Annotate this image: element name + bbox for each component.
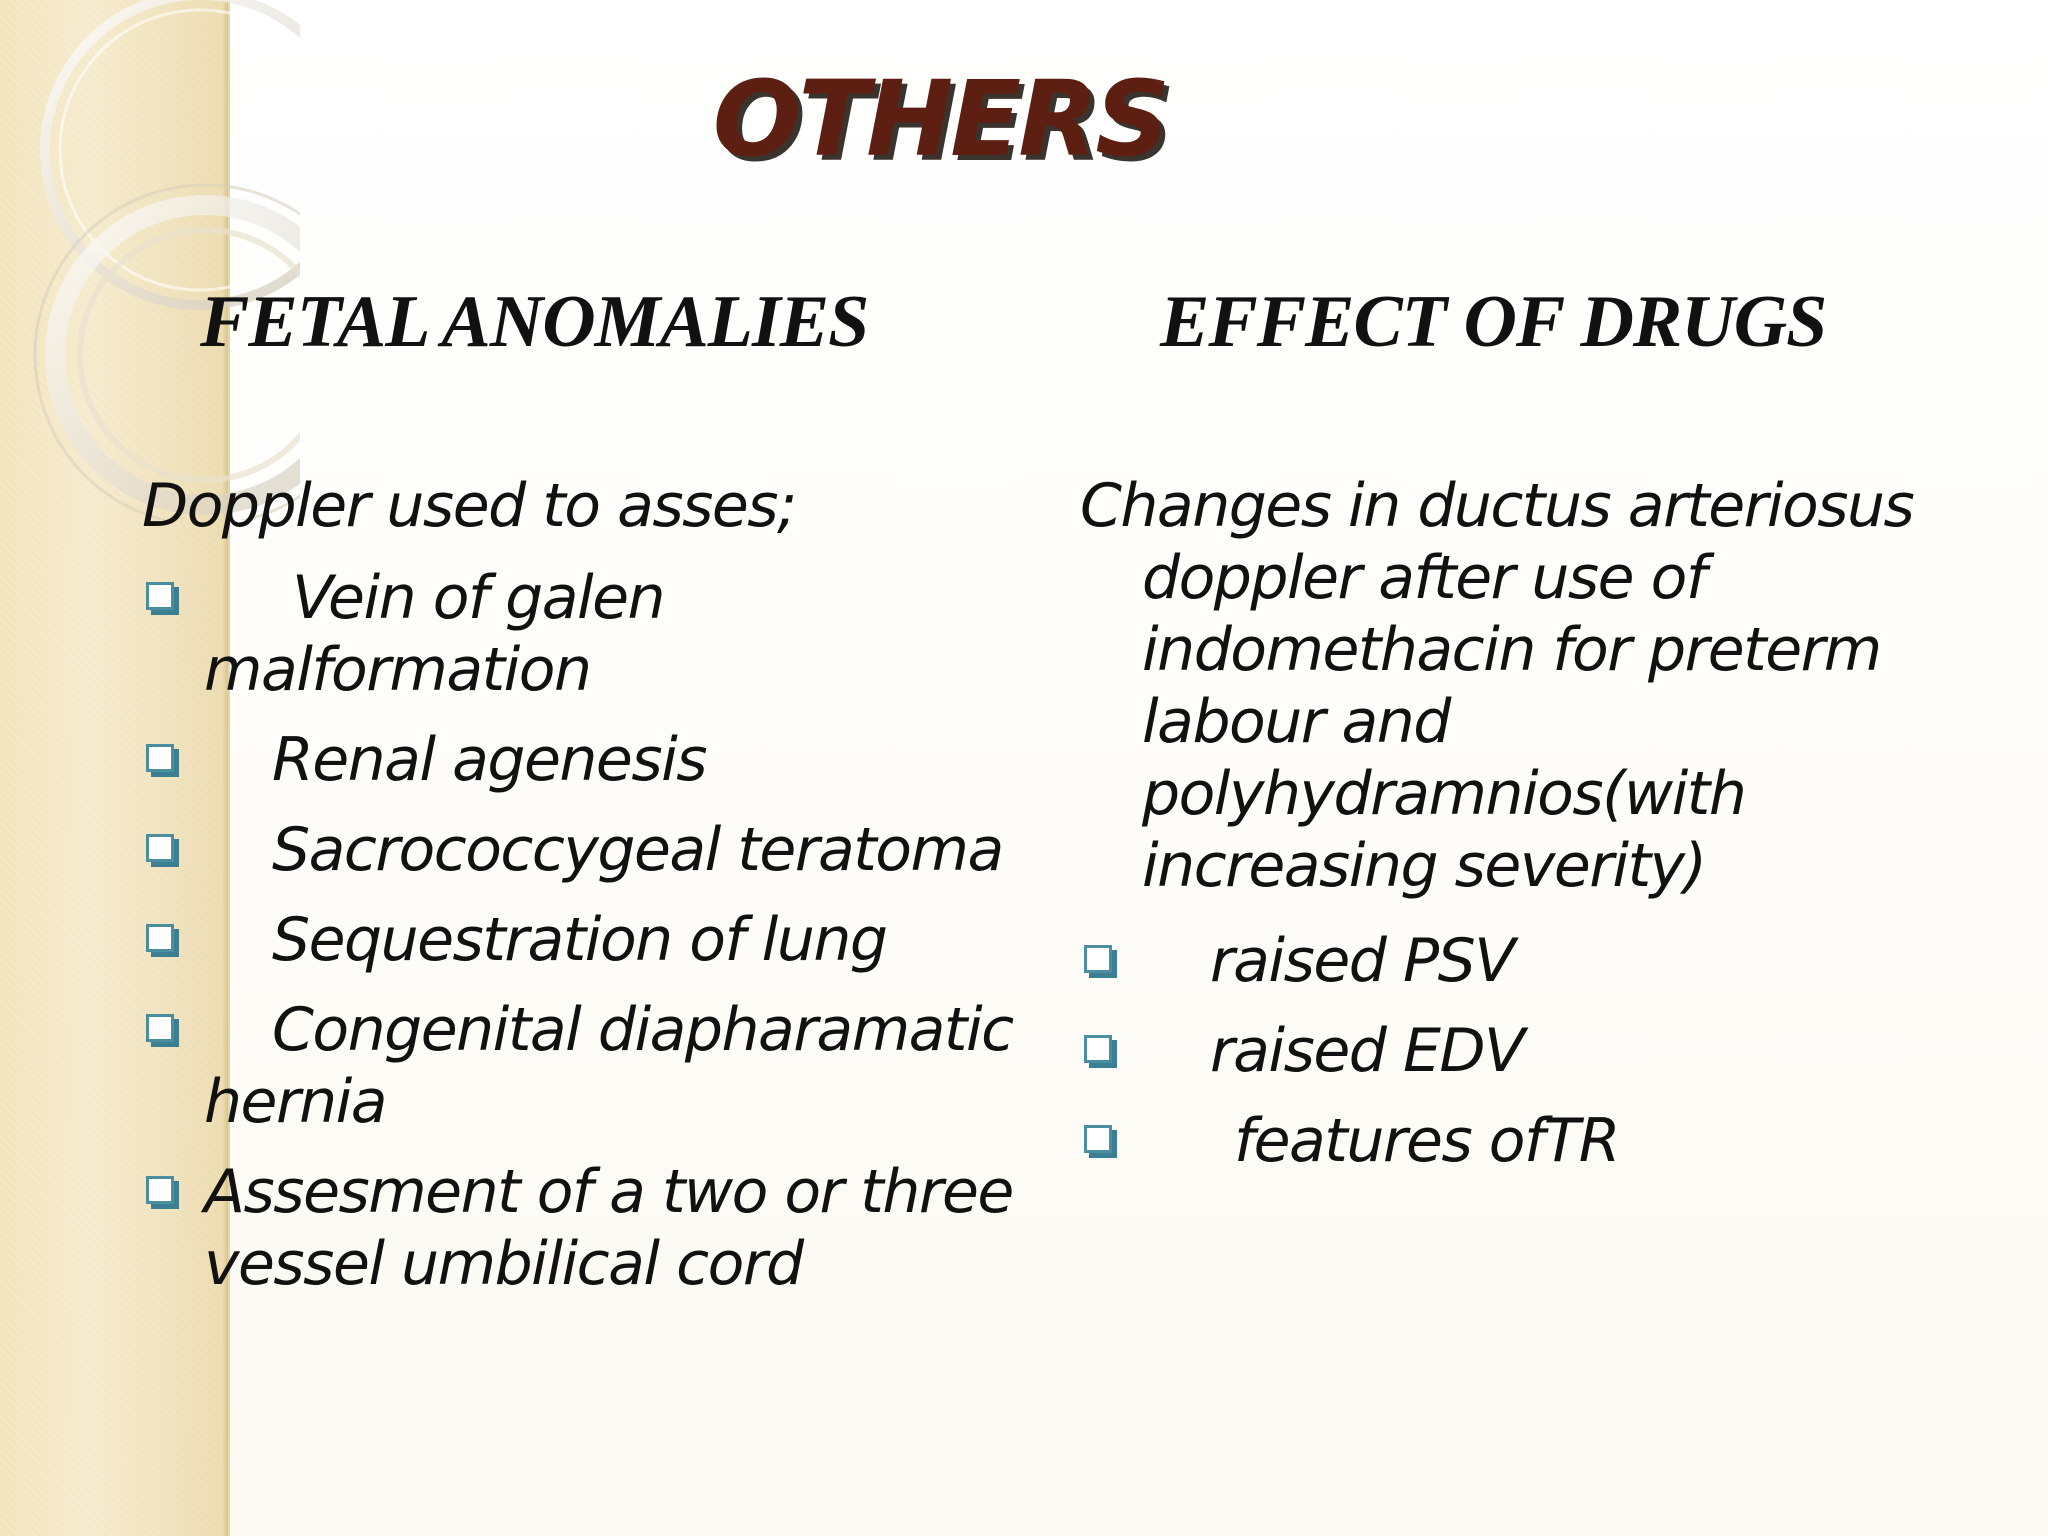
list-item — [1080, 1105, 1960, 1177]
list-item — [142, 562, 1022, 706]
hollow-square-bullet-icon — [146, 1014, 174, 1042]
slide-title: OTHERS — [712, 58, 1168, 180]
fetal-anomalies-list — [142, 562, 1022, 1318]
list-item — [142, 904, 1022, 976]
list-item — [142, 724, 1022, 796]
list-item-text: raised PSV — [1210, 926, 1514, 996]
list-item — [1080, 925, 1960, 997]
list-item-text: Sacrococcygeal teratoma — [272, 815, 1003, 885]
hollow-square-bullet-icon — [146, 582, 174, 610]
hollow-square-bullet-icon — [146, 834, 174, 862]
list-item — [142, 814, 1022, 886]
list-item-text: raised EDV — [1210, 1016, 1524, 1086]
left-column-intro: Doppler used to asses; — [142, 471, 796, 541]
hollow-square-bullet-icon — [1084, 1125, 1112, 1153]
list-item-text: Congenital diapharamatic hernia — [204, 995, 1013, 1137]
column-heading-effect-of-drugs: EFFECT OF DRUGS — [1160, 281, 1827, 363]
hollow-square-bullet-icon — [1084, 1035, 1112, 1063]
hollow-square-bullet-icon — [1084, 945, 1112, 973]
effect-of-drugs-list — [1080, 925, 1960, 1195]
hollow-square-bullet-icon — [146, 924, 174, 952]
right-column-intro: Changes in ductus arteriosus doppler after use of indomethacin for preterm labour and polyhydramnios(with increasing severity) — [1080, 471, 1914, 901]
list-item — [1080, 1015, 1960, 1087]
list-item-text: Sequestration of lung — [272, 905, 887, 975]
list-item-text: features ofTR — [1234, 1106, 1619, 1176]
list-item-text: Assesment of a two or three vessel umbilical cord — [204, 1157, 1013, 1299]
list-item-text: Renal agenesis — [272, 725, 707, 795]
list-item-text: Vein of galen malformation — [204, 563, 665, 705]
hollow-square-bullet-icon — [146, 744, 174, 772]
list-item — [142, 994, 1022, 1138]
column-heading-fetal-anomalies: FETAL ANOMALIES — [200, 281, 869, 363]
list-item — [142, 1156, 1022, 1300]
hollow-square-bullet-icon — [146, 1176, 174, 1204]
